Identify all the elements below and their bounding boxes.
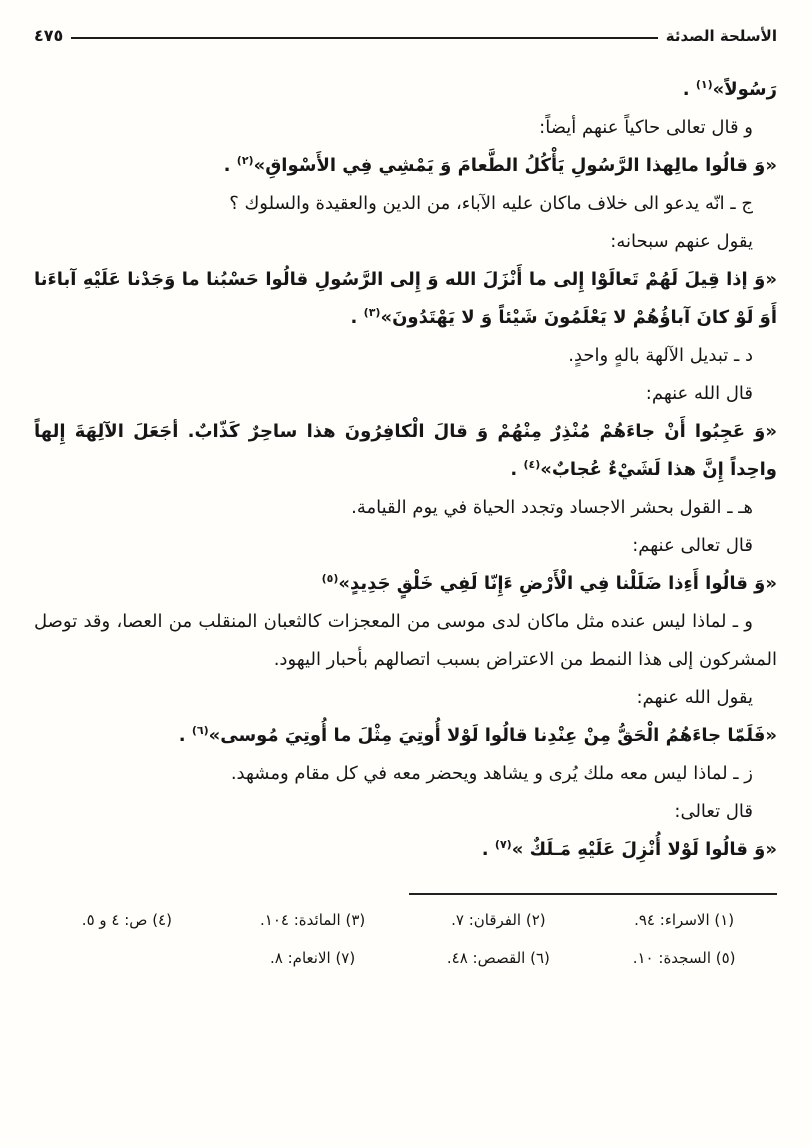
footnote-marker: (٢) — [236, 154, 254, 167]
page-header — [34, 26, 777, 45]
footnote-item: (٢) الفرقان: ٧. — [451, 911, 546, 929]
quran-quote — [34, 71, 777, 109]
footnote-item: (٣) المائدة: ١٠٤. — [260, 911, 366, 929]
paragraph-text: د ـ تبديل الآلهة بالهٍ واحدٍ. — [568, 345, 753, 366]
footnote-item: (٧) الانعام: ٨. — [270, 949, 356, 967]
text-paragraph — [34, 603, 777, 679]
paragraph-text: قال الله عنهم: — [645, 383, 753, 404]
quran-quote — [34, 565, 777, 603]
footnote-item: (١) الاسراء: ٩٤. — [634, 911, 735, 929]
paragraph-text: «وَ إذا قِيلَ لَهُمْ تَعالَوْا إِلى ما أَنْزَلَ الله وَ إِلى الرَّسُولِ قالُوا حَسْبُنا ما وَجَدْنا عَلَيْهِ آباءَنا أَوَ لَوْ كانَ آباؤُهُمْ لا يَعْلَمُونَ شَيْئاً وَ لا يَهْتَدُونَ» — [34, 269, 777, 328]
body-text — [34, 71, 777, 869]
text-paragraph — [34, 755, 777, 793]
paragraph-text: «فَلَمّا جاءَهُمُ الْحَقُّ مِنْ عِنْدِنا قالُوا لَوْلا أُوتِيَ مِثْلَ ما أُوتِيَ مُوسى» — [208, 725, 777, 746]
footnote-item: (٦) القصص: ٤٨. — [446, 949, 550, 967]
footnote-marker: (٤) — [523, 458, 541, 471]
footnote-item: (٥) السجدة: ١٠. — [632, 949, 736, 967]
footnote-marker: (١) — [695, 78, 713, 91]
paragraph-text: ج ـ انّه يدعو الى خلاف ماكان عليه الآباء، من الدين والعقيدة والسلوك ؟ — [229, 193, 753, 214]
paragraph-text: و قال تعالى حاكياً عنهم أيضاً: — [539, 117, 753, 138]
paragraph-tail: . — [178, 725, 192, 746]
paragraph-text: رَسُولاً» — [712, 79, 777, 100]
footnote-item: (٤) ص: ٤ و ٥. — [81, 911, 172, 929]
paragraph-tail: . — [481, 839, 495, 860]
paragraph-tail: . — [510, 459, 524, 480]
footnote-marker: (٧) — [494, 838, 512, 851]
quran-quote — [34, 261, 777, 337]
footnotes — [34, 907, 777, 971]
text-paragraph — [34, 185, 777, 223]
quran-quote — [34, 717, 777, 755]
text-paragraph — [34, 375, 777, 413]
book-title: الأسلحة الصدئة — [665, 26, 777, 45]
paragraph-text: قال تعالى: — [674, 801, 753, 822]
paragraph-text: «وَ قالُوا أَءِذا ضَلَلْنا فِي الْأَرْضِ ءَإِنّا لَفِي خَلْقٍ جَدِيدٍ» — [338, 573, 777, 594]
footnote-marker: (٣) — [363, 306, 381, 319]
paragraph-tail: . — [223, 155, 237, 176]
text-paragraph — [34, 527, 777, 565]
paragraph-text: «وَ قالُوا لَوْلا أُنْزِلَ عَلَيْهِ مَـلَكٌ » — [511, 839, 777, 860]
footnote-marker: (٥) — [321, 572, 339, 585]
paragraph-tail: . — [682, 79, 696, 100]
footnote-marker: (٦) — [191, 724, 209, 737]
text-paragraph — [34, 489, 777, 527]
text-paragraph — [34, 109, 777, 147]
footnote-separator — [409, 893, 777, 895]
text-paragraph — [34, 337, 777, 375]
paragraph-text: «وَ قالُوا مالِهذا الرَّسُولِ يَأْكُلُ الطَّعامَ وَ يَمْشِي فِي الأَسْواقِ» — [253, 155, 777, 176]
paragraph-tail: . — [350, 307, 364, 328]
quran-quote — [34, 831, 777, 869]
text-paragraph — [34, 223, 777, 261]
paragraph-text: قال تعالى عنهم: — [632, 535, 753, 556]
page-number: ٤٧٥ — [34, 26, 64, 45]
text-paragraph — [34, 793, 777, 831]
paragraph-text: يقول الله عنهم: — [636, 687, 753, 708]
paragraph-text: «وَ عَجِبُوا أَنْ جاءَهُمْ مُنْذِرٌ مِنْهُمْ وَ قالَ الْكافِرُونَ هذا ساحِرٌ كَذّابٌ. أجَعَلَ الآلِهَةَ إِلهاً واحِداً إِنَّ هذا لَشَيْءٌ عُجابٌ» — [34, 421, 777, 480]
paragraph-text: و ـ لماذا ليس عنده مثل ماكان لدى موسى من المعجزات كالثعبان المنقلب من العصا، وقد توصل المشركون إلى هذا النمط من الاعتراض بسبب اتصالهم بأحبار اليهود. — [34, 611, 777, 670]
footnote-empty-cell — [34, 945, 220, 971]
quran-quote — [34, 147, 777, 185]
text-paragraph — [34, 679, 777, 717]
header-rule — [71, 37, 657, 39]
paragraph-text: يقول عنهم سبحانه: — [610, 231, 753, 252]
paragraph-text: هـ ـ القول بحشر الاجساد وتجدد الحياة في يوم القيامة. — [351, 497, 753, 518]
paragraph-text: ز ـ لماذا ليس معه ملك يُرى و يشاهد ويحضر معه في كل مقام ومشهد. — [230, 763, 753, 784]
quran-quote — [34, 413, 777, 489]
